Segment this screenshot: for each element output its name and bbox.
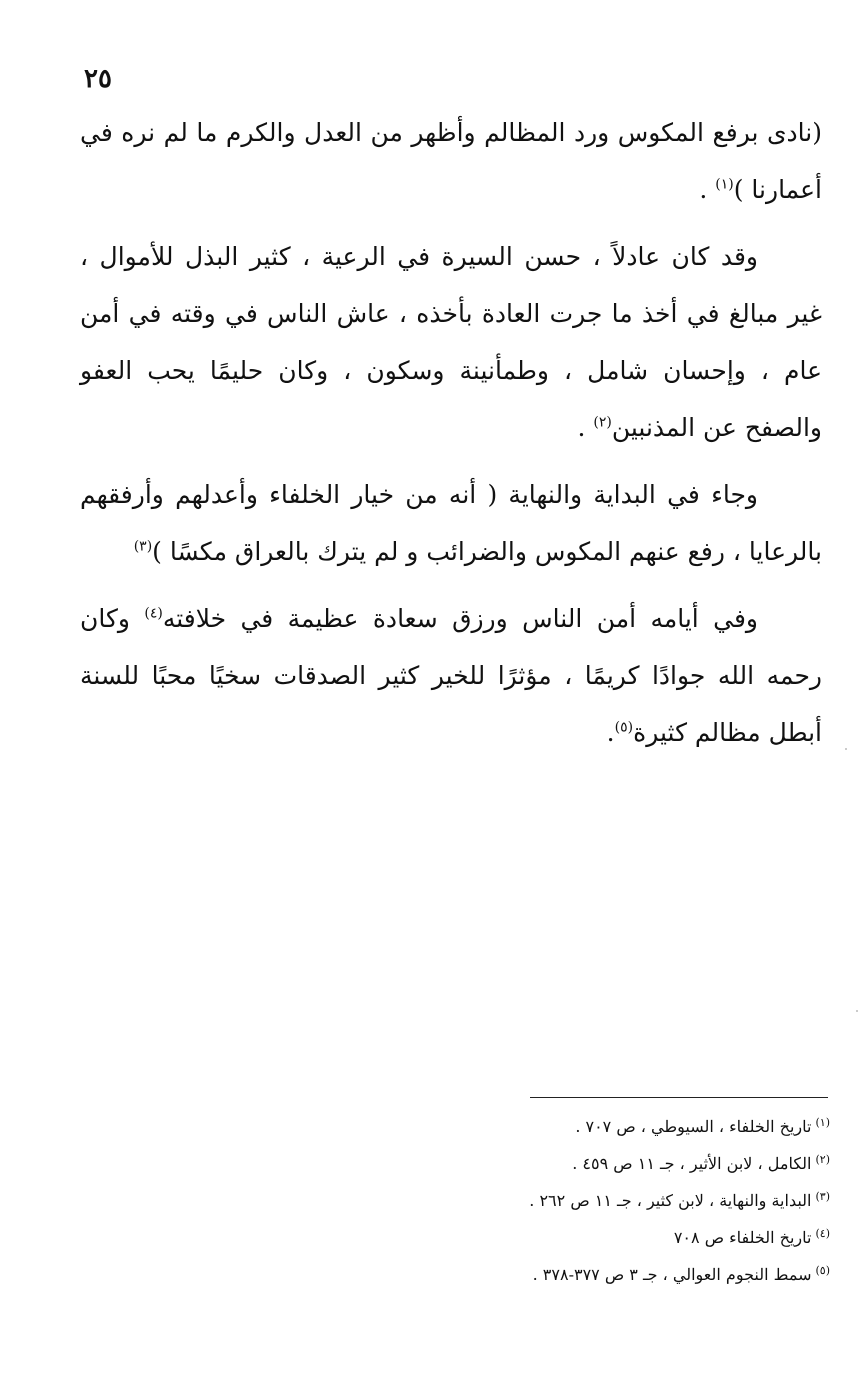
footnote-text: الكامل ، لابن الأثير ، جـ ١١ ص ٤٥٩ . [572, 1154, 812, 1173]
paragraph-2-tail: . [577, 413, 594, 442]
paragraph-4 [80, 590, 822, 761]
footnote-ref-1: (١) [715, 176, 734, 193]
scan-speck [845, 748, 847, 750]
footnote-ref-4: (٤) [144, 605, 163, 622]
footnote-divider [530, 1097, 828, 1098]
scan-speck [856, 1010, 858, 1012]
footnote-mark: (٣) [815, 1189, 830, 1203]
footnote-ref-2: (٢) [593, 414, 612, 431]
footnote-ref-5: (٥) [614, 719, 634, 736]
footnote-text: تاريخ الخلفاء ص ٧٠٨ [673, 1228, 812, 1247]
footnote-item [300, 1182, 830, 1219]
footnote-text: تاريخ الخلفاء ، السيوطي ، ص ٧٠٧ . [575, 1117, 812, 1136]
footnote-text: سمط النجوم العوالي ، جـ ٣ ص ٣٧٧-٣٧٨ . [532, 1265, 812, 1284]
paragraph-1 [80, 104, 822, 218]
footnote-ref-3: (٣) [133, 538, 153, 555]
paragraph-3 [80, 466, 822, 580]
footnote-item [300, 1108, 830, 1145]
footnotes-list [300, 1108, 830, 1293]
paragraph-1-text: (نادى برفع المكوس ورد المظالم وأظهر من العدل والكرم ما لم نره في أعمارنا ) [80, 118, 822, 204]
footnote-item [300, 1219, 830, 1256]
footnote-mark: (٥) [815, 1263, 830, 1277]
paragraph-1-tail: . [699, 175, 716, 204]
footnote-mark: (١) [815, 1115, 830, 1129]
footnote-item [300, 1145, 830, 1182]
footnote-text: البداية والنهاية ، لابن كثير ، جـ ١١ ص ٢٦٢ . [529, 1191, 812, 1210]
paragraph-2-text: وقد كان عادلاً ، حسن السيرة في الرعية ، كثير البذل للأموال ، غير مبالغ في أخذ ما جرت العادة بأخذه ، عاش الناس في وقته في أمن عام ، وإحسان شامل ، وطمأنينة وسكون ، وكان حليمًا يحب العفو والصفح عن المذنبين [80, 242, 822, 442]
paragraph-2 [80, 228, 822, 456]
paragraph-4-tail: وكان رحمه الله جوادًا كريمًا ، مؤثرًا للخير كثير الصدقات سخيًا محبًا للسنة أبطل مظالم كثيرة [80, 604, 822, 747]
footnote-mark: (٤) [815, 1226, 830, 1240]
paragraph-4-tail-2: . [606, 718, 615, 747]
paragraph-4-text: وفي أيامه أمن الناس ورزق سعادة عظيمة في خلافته [162, 604, 758, 633]
footnote-item [300, 1256, 830, 1293]
paragraph-3-text: وجاء في البداية والنهاية ( أنه من خيار الخلفاء وأعدلهم وأرفقهم بالرعايا ، رفع عنهم المكوس والضرائب و لم يترك بالعراق مكسًا ) [80, 480, 822, 566]
page-number: ٢٥ [84, 64, 112, 94]
footnote-mark: (٢) [815, 1152, 830, 1166]
